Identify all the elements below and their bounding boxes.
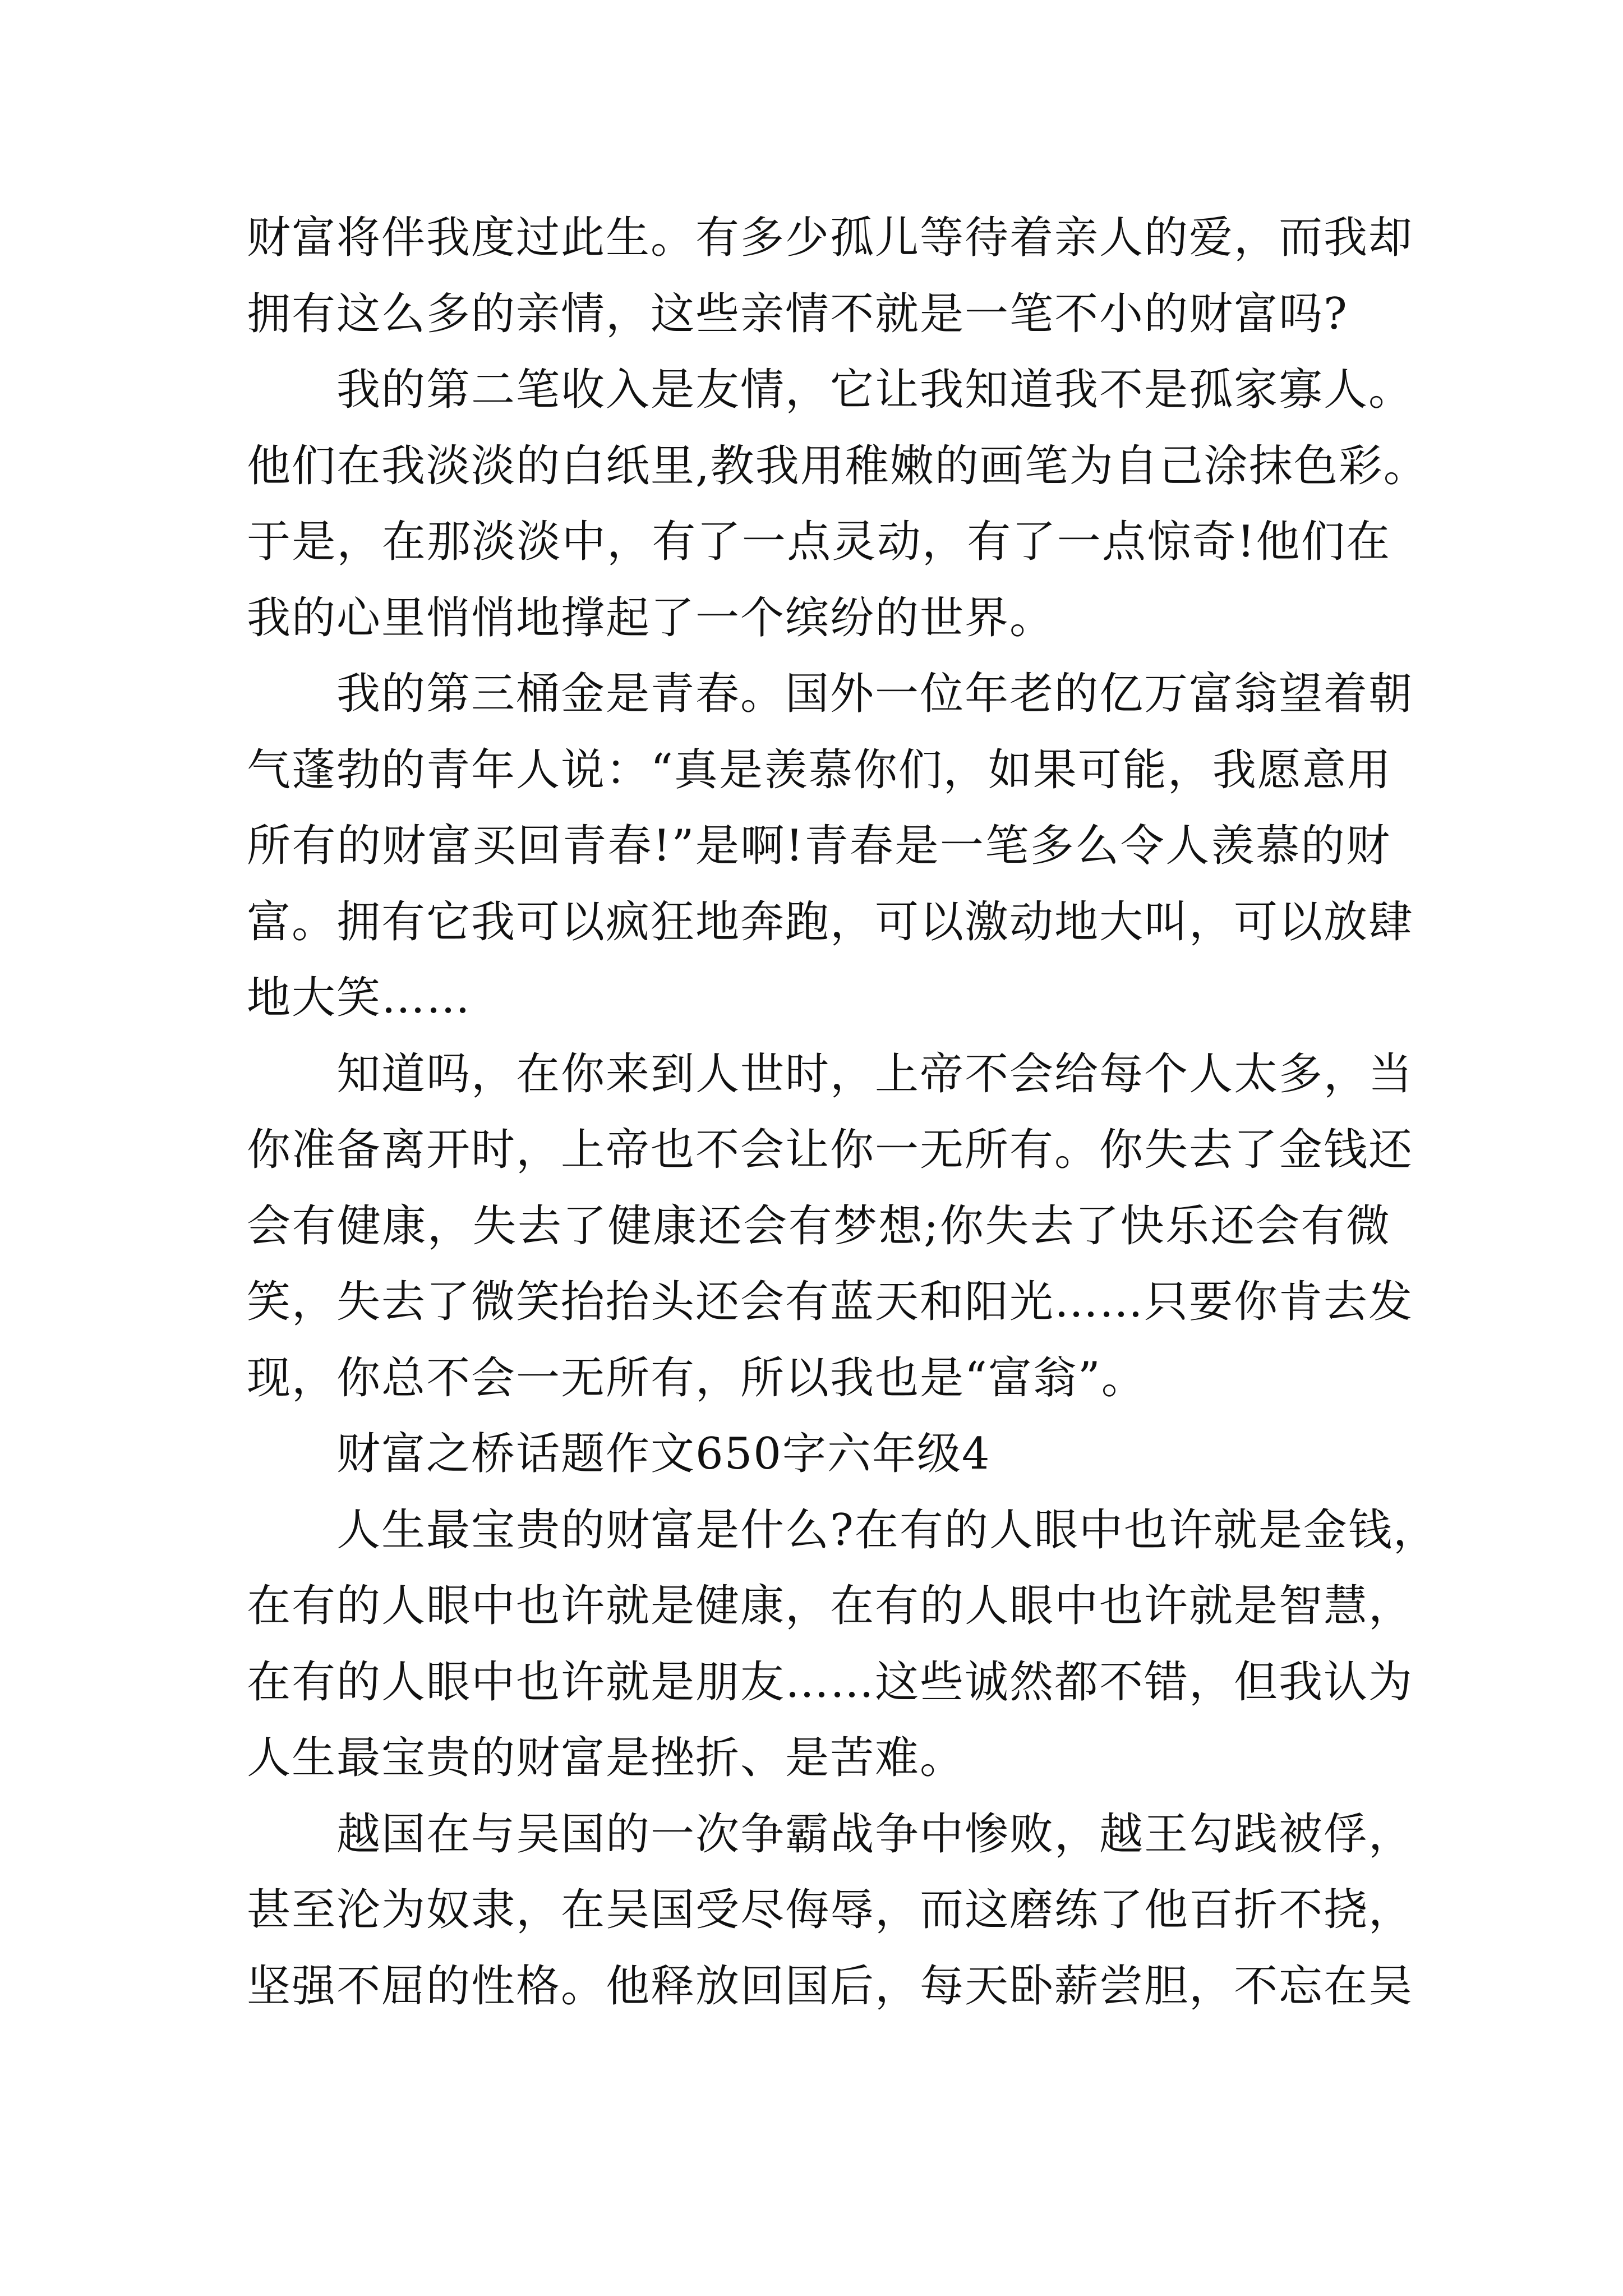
paragraph-4 (247, 1037, 1414, 1417)
paragraph-3 (247, 656, 1414, 1037)
text-line: 现，你总不会一无所有，所以我也是“富翁”。 (247, 1352, 1146, 1404)
text-line: 你准备离开时，上帝也不会让你一无所有。你失去了金钱还 (247, 1125, 1414, 1175)
paragraph-2 (247, 352, 1428, 656)
text-line: 在有的人眼中也许就是健康，在有的人眼中也许就是智慧， (247, 1581, 1414, 1631)
text-line: 气蓬勃的青年人说：“真是羡慕你们，如果可能，我愿意用 (247, 744, 1392, 795)
text-line: 于是，在那淡淡中，有了一点灵动，有了一点惊奇!他们在 (247, 517, 1391, 567)
text-line: 财富将伴我度过此生。有多少孤儿等待着亲人的爱，而我却 (247, 213, 1414, 263)
text-line: 在有的人眼中也许就是朋友……这些诚然都不错，但我认为 (247, 1657, 1414, 1708)
text-line: 知道吗，在你来到人世时，上帝不会给每个人太多，当 (336, 1048, 1414, 1099)
text-line: 我的心里悄悄地撑起了一个缤纷的世界。 (247, 592, 1055, 643)
document-body (247, 200, 1438, 2024)
text-line: 甚至沦为奴隶，在吴国受尽侮辱，而这磨练了他百折不挠， (247, 1885, 1414, 1935)
text-line: 我的第三桶金是青春。国外一位年老的亿万富翁望着朝 (336, 669, 1414, 719)
text-line: 坚强不屈的性格。他释放回国后，每天卧薪尝胆，不忘在吴 (247, 1961, 1414, 2012)
text-line: 我的第二笔收入是友情，它让我知道我不是孤家寡人。 (336, 365, 1414, 415)
paragraph-6 (247, 1797, 1414, 2025)
heading-line: 财富之桥话题作文650字六年级4 (336, 1429, 991, 1479)
paragraph-1 (247, 200, 1414, 352)
section-heading (247, 1416, 1391, 1493)
text-line: 人生最宝贵的财富是什么?在有的人眼中也许就是金钱， (336, 1504, 1438, 1556)
text-line: 他们在我淡淡的白纸里,教我用稚嫩的画笔为自己涂抹色彩。 (247, 440, 1428, 491)
text-line: 越国在与吴国的一次争霸战争中惨败，越王勾践被俘， (336, 1809, 1414, 1860)
text-line: 富。拥有它我可以疯狂地奔跑，可以激动地大叫，可以放肆 (247, 896, 1414, 947)
text-line: 笑，失去了微笑抬抬头还会有蓝天和阳光……只要你肯去发 (247, 1277, 1414, 1327)
text-line: 拥有这么多的亲情，这些亲情不就是一笔不小的财富吗? (247, 288, 1348, 339)
text-line: 会有健康，失去了健康还会有梦想;你失去了快乐还会有微 (247, 1200, 1391, 1251)
text-line: 地大笑…… (247, 973, 472, 1023)
paragraph-5 (247, 1493, 1438, 1797)
text-line: 所有的财富买回青春!”是啊!青春是一笔多么令人羡慕的财 (247, 821, 1391, 871)
text-line: 人生最宝贵的财富是挫折、是苦难。 (247, 1733, 965, 1783)
